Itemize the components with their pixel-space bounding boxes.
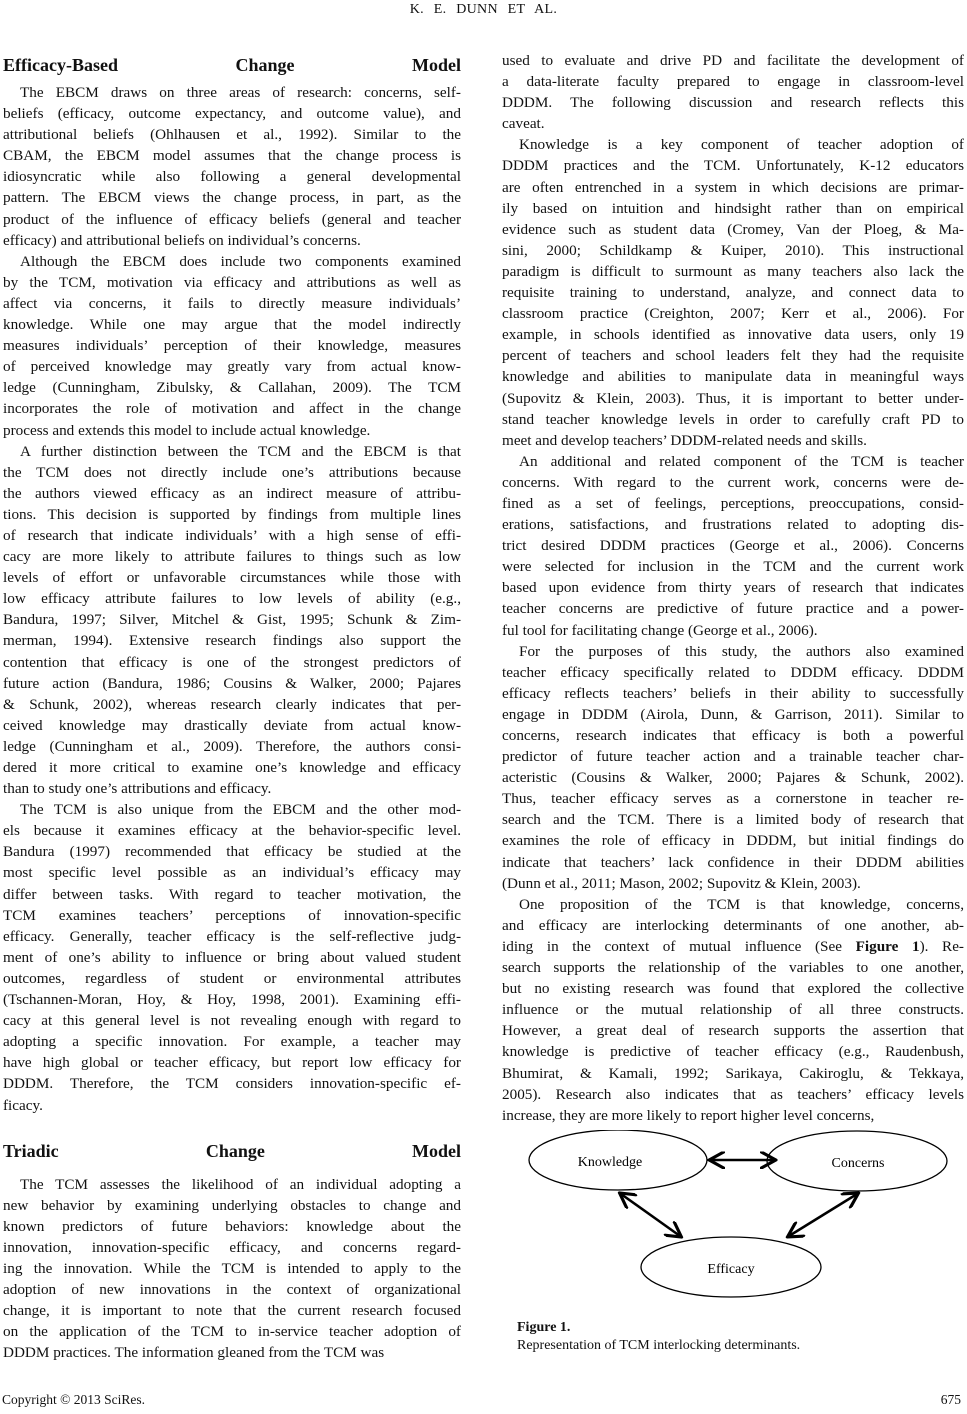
paragraph-line: most specific level possible as an individual’s efficacy may [3,864,461,882]
paragraph-line: affect via concerns, it fails to directly measure individuals’ [3,294,461,312]
paragraph-line: sini, 2000; Schildkamp & Kuiper, 2010). This instructional [502,241,964,259]
paragraph-line: a data-literate faculty prepared to engage in classroom-level [502,73,964,91]
paragraph-line: influence or the mutual relationship of all three constructs. [502,1001,964,1019]
paragraph-line: stand teacher knowledge levels in order to carefully craft PD to [502,410,964,428]
paragraph-line: examines the role of efficacy in DDDM, but initial findings do [502,832,964,850]
paragraph-line: els because it examines efficacy at the behavior-specific level. [3,822,461,840]
paragraph-line: search and the TCM. There is a limited body of research that [502,811,964,829]
paragraph-line: efficacy reflects teachers’ beliefs in their ability to successfully [502,684,964,702]
paragraph-line: The TCM is also unique from the EBCM and the other mod- [20,801,461,819]
paragraph-line: Bandura, 1997; Silver, Mitchel & Gist, 1995; Schunk & Zim- [3,611,461,629]
paragraph-line: incorporates the role of motivation and affect in the change [3,400,461,418]
paragraph-line: attributional beliefs (Ohlhausen et al., 1992). Similar to the [3,126,461,144]
section-ebcm-body [3,82,461,1116]
paragraph-line: process and extends this model to include actual knowledge. [3,421,371,439]
paragraph-line: have high global or teacher efficacy, but report low efficacy for [3,1054,461,1072]
paragraph-line: product of the influence of efficacy beliefs (general and teacher [3,210,461,228]
paragraph-line: Knowledge is a key component of teacher adoption of [519,136,964,154]
paragraph-line: DDDM practices. The information gleaned from the TCM was [3,1344,385,1362]
paragraph-line: percent of teachers and school leaders felt they had the requisite [502,347,964,365]
paragraph-line: One proposition of the TCM is that knowledge, concerns, [519,895,964,913]
right-column-body [502,50,964,1126]
paragraph-line: (Tschannen-Moran, Hoy, & Hoy, 1998, 2001). Examining effi- [3,991,461,1009]
paragraph-line: TCM examines teachers’ perceptions of innovation-specific [3,906,461,924]
paragraph-line: DDDM practices and the TCM. Unfortunately, K-12 educators [502,157,964,175]
paragraph-line: cacy are more likely to attribute failures to things such as low [3,548,461,566]
paragraph-line: known predictors of future behaviors: knowledge about the [3,1217,461,1235]
paragraph-line: The TCM assesses the likelihood of an individual adopting a [20,1175,461,1193]
svg-text:Efficacy: Efficacy [707,1262,755,1277]
paragraph-line: meet and develop teachers’ DDDM-related needs and skills. [502,431,867,449]
paragraph-line: by the TCM, motivation via efficacy and attributions as well as [3,273,461,291]
paragraph-line: ceived knowledge may drastically deviate from actual know- [3,716,461,734]
paragraph-line: outcomes, regardless of student or environmental attributes [3,969,461,987]
paragraph-line: (Supovitz & Klein, 2003). Thus, it is important to better under- [502,389,964,407]
paragraph-line: teacher concerns are predictive of future practice and a power- [502,600,964,618]
paragraph-line: However, a great deal of research supports the assertion that [502,1022,964,1040]
paragraph-line: ful tool for facilitating change (George et al., 2006). [502,621,818,639]
paragraph-line: Thus, teacher efficacy serves as a cornerstone in teacher re- [502,790,964,808]
paragraph-line: predictor of future teacher action and a trainable teacher char- [502,748,964,766]
paragraph-line: used to evaluate and drive PD and facilitate the development of [502,52,964,69]
paragraph-line: example, in schools identified as innovative data users, only 19 [502,326,964,344]
paragraph-line: search supports the relationship of the variables to one another, [502,959,964,977]
paragraph-line: knowledge. While one may argue that the model indirectly [3,316,461,334]
paragraph-line: engage in DDDM (Airola, Dunn, & Garrison, 2011). Similar to [502,705,964,723]
paragraph-line: A further distinction between the TCM and the EBCM is that [20,442,461,460]
section-heading-ebcm: Efficacy-Based Change Model [3,55,461,75]
paragraph-line: cacy at this general level is not revealing enough with regard to [3,1012,461,1030]
paragraph-line: Bhumirat, & Kamali, 1992; Sarikaya, Cakiroglu, & Tekkaya, [502,1064,964,1082]
paragraph-line: change, it is important to note that the current research focused [3,1302,461,1320]
paragraph-line: the authors viewed efficacy as an indirect measure of attribu- [3,484,461,502]
paragraph-line: measures individuals’ perception of their knowledge, measures [3,337,461,355]
paragraph-line: knowledge is predictive of teacher efficacy (e.g., Raudenbush, [502,1043,964,1061]
paragraph-line: & Schunk, 2002), whereas research clearly indicates that per- [3,695,461,713]
paragraph-line: concerns. With regard to the current work, concerns were de- [502,473,964,491]
paragraph-line: DDDM. The following discussion and research reflects this [502,94,964,112]
paragraph-line: efficacy. Generally, teacher efficacy is the self-reflective judg- [3,927,461,945]
paragraph-line: teacher efficacy specifically related to DDDM efficacy. DDDM [502,663,964,681]
paragraph-line: differ between tasks. With regard to teacher motivation, the [3,885,461,903]
paragraph-line: ledge (Cunningham, Zibulsky, & Callahan, 2009). The TCM [3,379,461,397]
paragraph-line: For the purposes of this study, the authors also examined [519,642,964,660]
paragraph-line: classroom practice (Creighton, 2007; Kerr et al., 2006). For [502,305,964,323]
paragraph-line: The EBCM draws on three areas of research: concerns, self- [20,84,461,101]
paragraph-line: and efficacy are interlocking determinants of one another, ab- [502,916,964,934]
paragraph-line: CBAM, the EBCM model assumes that the change process is [3,147,461,165]
paragraph-line: future action (Bandura, 1986; Cousins & Walker, 2000; Pajares [3,674,461,692]
paragraph-line: evidence such as student data (Cromey, Van der Ploeg, & Ma- [502,220,964,238]
figure-reference: Figure 1 [855,937,920,955]
paragraph-line: efficacy) and attributional beliefs on individual’s concerns. [3,231,361,249]
svg-text:Knowledge: Knowledge [577,1155,643,1170]
paragraph-line: Although the EBCM does include two components examined [20,252,461,270]
paragraph-line: increase, they are more likely to report higher level concerns, [502,1106,875,1124]
paragraph-line: requisite training to understand, analyze, and connect data to [502,284,964,302]
paragraph-line: adoption of new innovations in the context of organizational [3,1281,461,1299]
concerns-node [767,1131,947,1191]
paragraph-line: fined as a set of feelings, perceptions, preoccupations, consid- [502,494,964,512]
svg-text:Concerns: Concerns [831,1156,885,1171]
page-number: 675 [940,1392,961,1407]
paragraph-line: An additional and related component of the TCM is teacher [519,452,964,470]
paragraph-line: paradigm is difficult to surmount as many teachers also lack the [502,262,964,280]
paragraph-line: contention that efficacy is one of the strongest predictors of [3,653,461,671]
paragraph-line: (Dunn et al., 2011; Mason, 2002; Supovitz & Klein, 2003). [502,874,861,892]
paragraph-line: on the application of the TCM to in-service teacher adoption of [3,1323,461,1341]
paragraph-line: dered it more critical to examine one’s knowledge and efficacy [3,759,461,776]
paragraph-line: are often entrenched in a system in which decisions are primar- [502,178,964,196]
paragraph-line: of research that indicate individuals’ with a high sense of effi- [3,526,461,544]
paragraph-line: ing the innovation. While the TCM is intended to apply to the [3,1259,461,1277]
paragraph-line: than to study one’s attributions and efficacy. [3,780,272,798]
paragraph-line: based upon evidence from thirty years of research that indicates [502,579,964,597]
paragraph-line: innovation, innovation-specific efficacy, and concerns regard- [3,1238,461,1256]
paragraph-line: of perceived knowledge may greatly vary from actual know- [3,358,461,376]
knowledge-node [529,1130,707,1190]
figure-caption-title: Figure 1. [517,1320,571,1335]
copyright-footer: Copyright © 2013 SciRes. [2,1392,146,1407]
efficacy-node [641,1237,821,1297]
paragraph-line: DDDM. Therefore, the TCM considers innovation-specific ef- [3,1075,461,1093]
paragraph-line: idiosyncratic while also following a general developmental [3,168,461,186]
paragraph-line: pattern. The EBCM views the change process, in part, as the [3,189,461,207]
left-column [3,52,461,1363]
running-head: K. E. DUNN ET AL. [409,2,558,17]
paragraph-line: iding in the context of mutual influence (See Figure 1). Re- [502,937,964,955]
paragraph-line: new behavior by examining underlying obstacles to change and [3,1196,461,1214]
paragraph-line: caveat. [502,115,545,133]
paragraph-line: knowledge and abilities to manipulate data in meaningful ways [502,368,964,386]
paragraph-line: ment of one’s ability to influence or bring about valued student [3,948,461,966]
arrow-concerns-efficacy [789,1194,857,1236]
paragraph-line: tions. This decision is supported by findings from multiple lines [3,505,461,523]
section-heading-tcm: Triadic Change Model [3,1140,461,1161]
paragraph-line: beliefs (efficacy, outcome expectancy, and outcome value), and [3,105,461,123]
paragraph-line: adopting a specific innovation. For example, a teacher may [3,1033,461,1051]
paragraph-line: low efficacy attribute failures to low levels of ability (e.g., [3,590,461,608]
right-column [502,50,964,1126]
paragraph-line: trict desired DDDM practices (George et al., 2006). Concerns [502,537,964,555]
section-tcm-body [3,1174,461,1364]
paragraph-line: were selected for inclusion in the TCM and the current work [502,558,964,576]
paragraph-line: the TCM does not directly include one’s attributions because [3,463,461,481]
paragraph-line: 2005). Research also indicates that as teachers’ efficacy levels [502,1085,964,1103]
paragraph-line: but no existing research was found that explored the collective [502,980,964,998]
paragraph-line: acteristic (Cousins & Walker, 2000; Pajares & Schunk, 2002). [502,769,964,787]
paragraph-line: ledge (Cunningham et al., 2009). Therefore, the authors consi- [3,737,461,755]
paragraph-line: merman, 1994). Extensive research findings also support the [3,632,461,650]
paragraph-line: ficacy. [3,1096,43,1114]
paragraph-line: ily based on intuition and hindsight rather than on empirical [502,199,964,217]
arrow-knowledge-efficacy [621,1194,680,1236]
figure-caption-text: Representation of TCM interlocking determinants. [517,1338,801,1353]
paragraph-line: indicate that teachers’ lack confidence in their DDDM abilities [502,853,964,871]
paragraph-line: erations, satisfactions, and frustrations related to adopting dis- [502,516,964,534]
paragraph-line: concerns, research indicates that efficacy is both a powerful [502,727,964,744]
paragraph-line: levels of effort or unfavorable circumstances while those with [3,569,461,587]
paragraph-line: Bandura (1997) recommended that efficacy be studied at the [3,843,461,861]
